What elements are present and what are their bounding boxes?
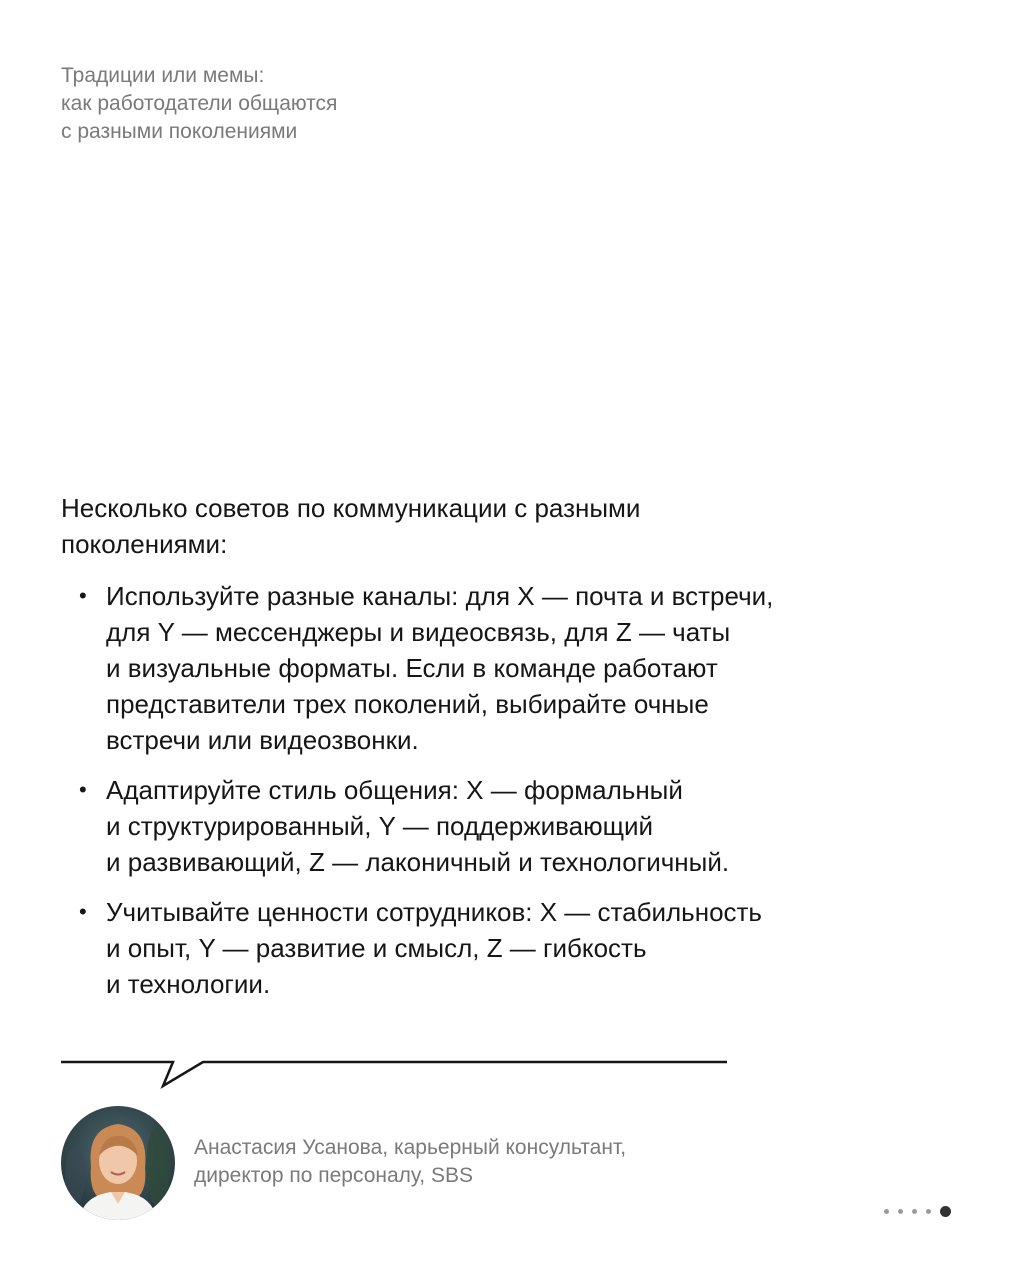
- tip-line: и опыт, Y — развитие и смысл, Z — гибкость: [106, 933, 647, 963]
- bullet-icon: •: [79, 899, 87, 924]
- tip-line: и технологии.: [106, 969, 271, 999]
- tip-line: и развивающий, Z — лаконичный и технологичный.: [106, 847, 730, 877]
- tip-line: Учитывайте ценности сотрудников: X — стабильность: [106, 897, 762, 927]
- tip-line: встречи или видеозвонки.: [106, 725, 419, 755]
- tip-line: для Y — мессенджеры и видеосвязь, для Z — чаты: [106, 617, 731, 647]
- tip-line: Адаптируйте стиль общения: X — формальный: [106, 775, 683, 805]
- pagination-dots: [884, 1206, 951, 1217]
- bullet-icon: •: [79, 777, 87, 802]
- page-dot[interactable]: [884, 1209, 889, 1214]
- page-header-title: [61, 62, 481, 146]
- header-title-line: как работодатели общаются: [61, 92, 338, 115]
- tip-line: и визуальные форматы. Если в команде работают: [106, 653, 718, 683]
- page-dot[interactable]: [912, 1209, 917, 1214]
- author-line: директор по персоналу, SBS: [194, 1164, 473, 1187]
- author-caption: [194, 1134, 626, 1190]
- tip-line: Используйте разные каналы: для X — почта и встречи,: [106, 581, 774, 611]
- tip-item-values: [61, 894, 881, 1002]
- tip-item-style: [61, 772, 881, 880]
- tip-item-channels: [61, 578, 881, 758]
- header-title-line: с разными поколениями: [61, 120, 298, 143]
- page-dot[interactable]: [898, 1209, 903, 1214]
- tips-list: [61, 578, 881, 1016]
- author-avatar: [61, 1106, 175, 1220]
- speech-bubble-divider: [61, 1050, 731, 1100]
- intro-line: Несколько советов по коммуникации с разными: [61, 493, 641, 523]
- tip-line: и структурированный, Y — поддерживающий: [106, 811, 654, 841]
- page-dot[interactable]: [926, 1209, 931, 1214]
- page-dot-active[interactable]: [940, 1206, 951, 1217]
- bullet-icon: •: [79, 583, 87, 608]
- intro-line: поколениями:: [61, 529, 228, 559]
- intro-text: [61, 490, 861, 562]
- header-title-line: Традиции или мемы:: [61, 64, 265, 87]
- author-line: Анастасия Усанова, карьерный консультант,: [194, 1136, 627, 1159]
- tip-line: представители трех поколений, выбирайте очные: [106, 689, 709, 719]
